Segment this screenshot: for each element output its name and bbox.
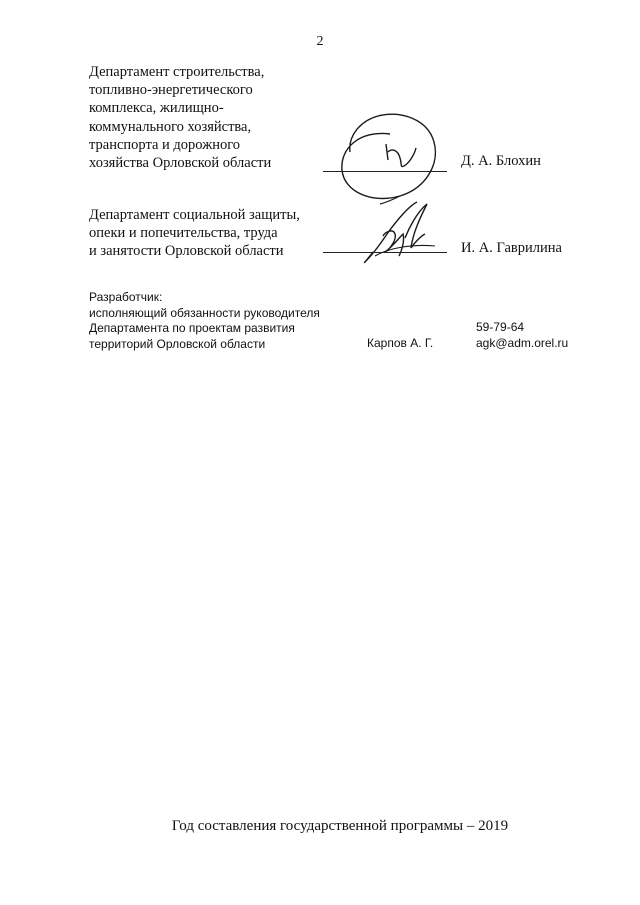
developer-email: agk@adm.orel.ru	[476, 336, 569, 350]
signer-name-1: Д. А. Блохин	[461, 153, 541, 169]
signatory-department-1	[89, 63, 271, 172]
handwritten-signature-1	[330, 108, 445, 203]
page-number: 2	[316, 34, 324, 49]
department-line: транспорта и дорожного	[89, 136, 241, 153]
developer-position-line: исполняющий обязанности руководителя	[89, 305, 320, 320]
signature-line-1	[323, 171, 447, 172]
developer-position-line: территорий Орловской области	[89, 336, 266, 351]
department-line: комплекса, жилищно-	[89, 100, 224, 117]
developer-block	[89, 290, 320, 352]
signature-line-2	[323, 252, 447, 253]
signatory-department-2	[89, 206, 300, 261]
handwritten-signature-2	[355, 198, 445, 273]
department-line: опеки и попечительства, труда	[89, 225, 278, 242]
program-year-footer: Год составления государственной программы – 2019	[171, 818, 509, 834]
developer-label: Разработчик:	[89, 290, 163, 304]
developer-position-line: Департамента по проектам развития	[89, 321, 295, 335]
developer-phone: 59-79-64	[476, 320, 525, 334]
department-line: Департамент социальной защиты,	[89, 207, 300, 223]
department-line: топливно-энергетического	[89, 82, 253, 99]
department-line: коммунального хозяйства,	[89, 118, 252, 135]
department-line: Департамент строительства,	[89, 64, 265, 80]
department-line: хозяйства Орловской области	[89, 155, 272, 172]
signer-name-2: И. А. Гаврилина	[461, 240, 562, 256]
department-line: и занятости Орловской области	[89, 243, 284, 260]
developer-name: Карпов А. Г.	[367, 336, 434, 350]
